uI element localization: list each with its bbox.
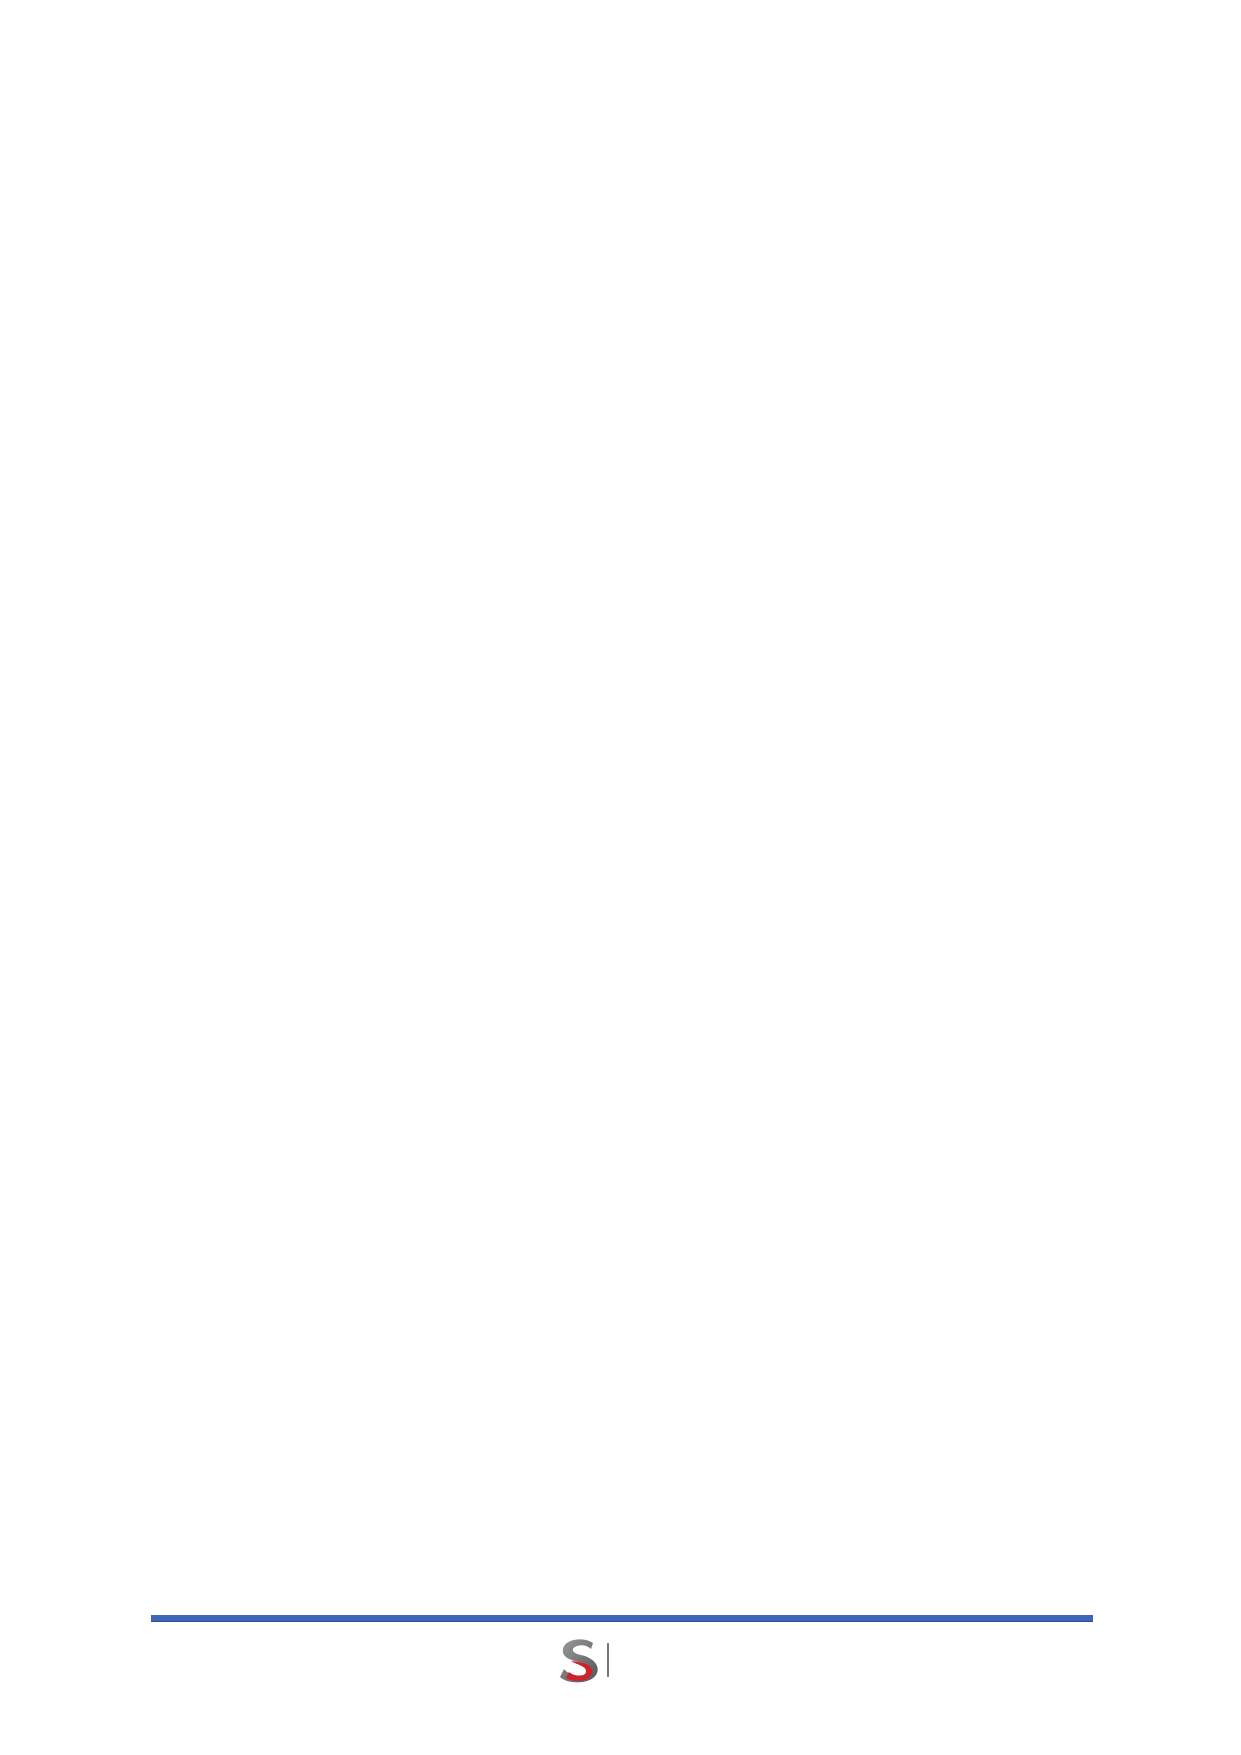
logo-divider [607,1643,609,1677]
sheet-store-s-icon [555,1635,603,1685]
footer-rule [151,1615,1093,1622]
sheet-store-logo [555,1635,617,1685]
